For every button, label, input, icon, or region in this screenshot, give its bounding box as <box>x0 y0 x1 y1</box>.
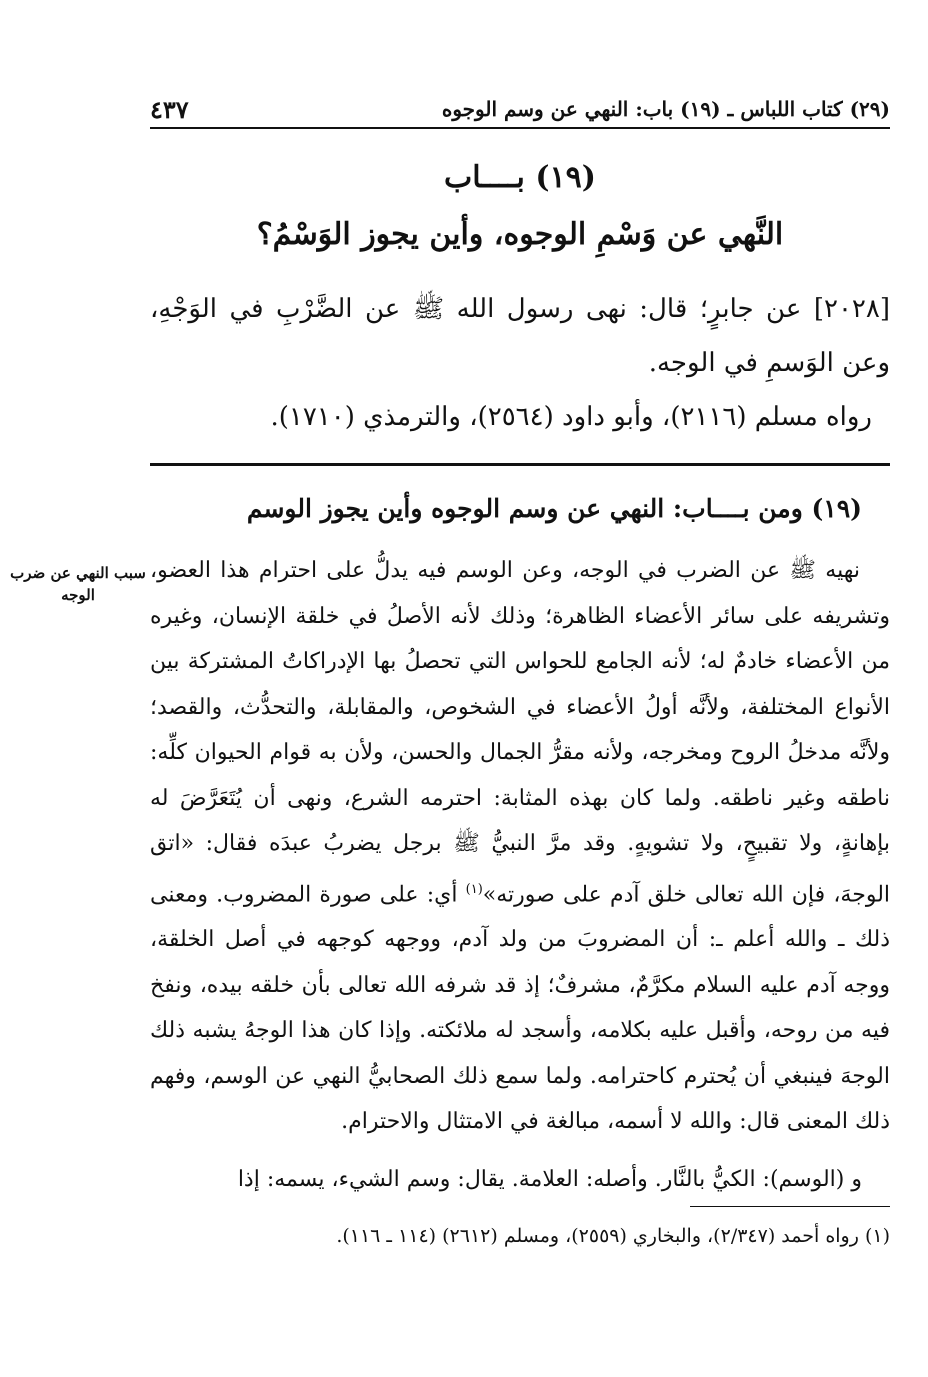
commentary-heading: (١٩) ومن بــــاب: النهي عن وسم الوجوه وأين يجوز الوسم <box>246 494 862 523</box>
chapter-number: (١٩) بــــاب <box>444 160 596 195</box>
page-number: ٤٣٧ <box>150 94 189 124</box>
hadith-text: [٢٠٢٨] عن جابرٍ؛ قال: نهى رسول الله ﷺ عن الضَّرْبِ في الوَجْهِ، وعن الوَسمِ في الوجه. <box>150 294 890 378</box>
running-head-title: (٢٩) كتاب اللباس ـ (١٩) باب: النهي عن وسم الوجوه <box>441 97 890 121</box>
section-divider <box>150 463 890 466</box>
margin-note: سبب النهي عن ضرب الوجه <box>10 564 146 604</box>
footnote: (١) رواه أحمد (٢/٣٤٧)، والبخاري (٢٥٥٩)، ومسلم (٢٦١٢) (١١٤ ـ ١١٦). <box>336 1225 890 1247</box>
commentary-text-part1: نهيه ﷺ عن الضرب في الوجه، وعن الوسم فيه يدلُّ على احترام هذا العضو، وتشريفه على سائر الأعضاء الظاهرة؛ وذلك لأنه الأصلُ في خلقة الإنسان، وغيره من الأعضاء خادمٌ له؛ لأنه الجامع للحواس التي تحصلُ بها الإدراكاتُ المشتركة بين الأنواع المختلفة، ولأنَّه أولُ الأعضاء في الشخوص، والمقابلة، والتحدُّث، والقصد؛ ولأنَّه مدخلُ الروح ومخرجه، ولأنه مقرُّ الجمال والحسن، ولأن به قوام الحيوان كلِّه: ناطقه وغير ناطقه. ولما كان بهذه المثابة: احترمه الشرع، ونهى أن يُتَعَرَّضَ له بإهانةٍ، ولا تقبيحٍ، ولا تشويهٍ. وقد مرَّ النبيُّ ﷺ برجل يضربُ عبدَه فقال: «اتق الوجهَ، فإن الله تعالى خلق آدم على صورته» <box>150 558 891 907</box>
hadith-reference: رواه مسلم (٢١١٦)، وأبو داود (٢٥٦٤)، والترمذي (١٧١٠). <box>270 402 872 432</box>
header-rule <box>150 127 890 129</box>
footnote-marker[interactable]: (١) <box>465 881 483 897</box>
running-header <box>150 92 890 126</box>
commentary-paragraph <box>150 548 890 1145</box>
chapter-title: النَّهي عن وَسْمِ الوجوه، وأين يجوز الوَسْمُ؟ <box>256 217 784 252</box>
commentary-body <box>150 548 890 1145</box>
commentary-text-part2: أي: على صورة المضروب. ومعنى ذلك ـ والله أعلم ـ: أن المضروبَ من ولد آدم، ووجهه كوجهه في أصل الخلقة، ووجه آدم عليه السلام مكرَّمٌ، مشرفٌ؛ إذ قد شرفه الله تعالى بأن خلقه بيده، ونفخ فيه من روحه، وأقبل عليه بكلامه، وأسجد له ملائكته. وإذا كان هذا الوجهُ يشبه ذلك الوجهَ فينبغي أن يُحترم كاحترامه. ولما سمع ذلك الصحابيُّ النهي عن الوسم، وفهم ذلك المعنى قال: والله لا أسمه، مبالغة في الامتثال والاحترام. <box>150 881 890 1135</box>
footnote-rule <box>690 1206 890 1207</box>
commentary-continuation: و (الوسم): الكيُّ بالنَّار. وأصله: العلامة. يقال: وسم الشيء، يسمه: إذا <box>237 1167 862 1192</box>
